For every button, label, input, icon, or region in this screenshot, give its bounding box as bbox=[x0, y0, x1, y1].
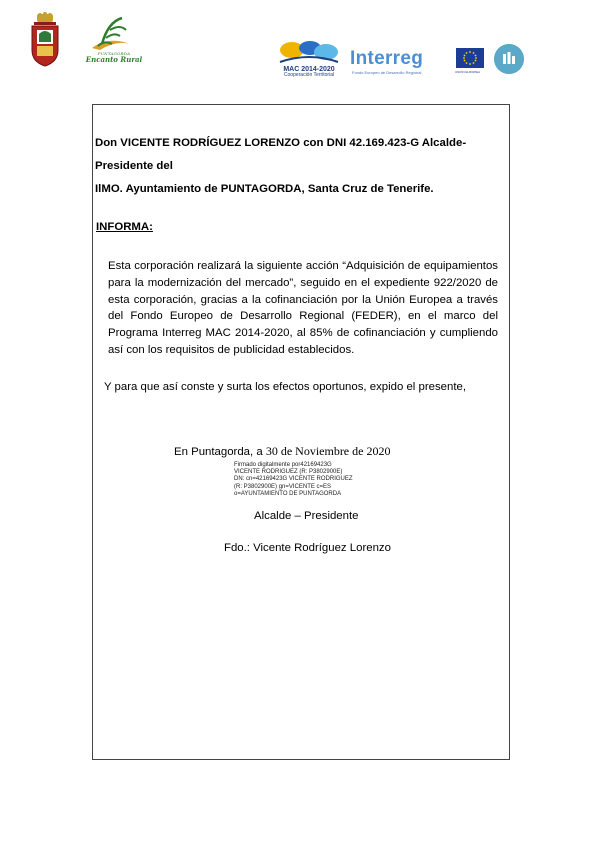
intro-paragraph bbox=[95, 132, 509, 201]
signature-line: (R: P3802900E) gn=VICENTE c=ES bbox=[234, 483, 332, 490]
signature-line: VICENTE RODRIGUEZ (R: P3802900E) bbox=[234, 469, 343, 476]
intro-line-1: Don VICENTE RODRÍGUEZ LORENZO con DNI 42.169.423-G Alcalde-Presidente del bbox=[95, 137, 467, 172]
interreg-logo: Interreg bbox=[350, 48, 424, 69]
rural-logo-big-text: Encanto Rural bbox=[85, 55, 143, 64]
date-value: 30 de Noviembre de 2020 bbox=[265, 444, 391, 458]
mac-logo-title: MAC 2014-2020 bbox=[283, 66, 335, 73]
date-place: En Puntagorda, a bbox=[174, 446, 266, 458]
date-line bbox=[174, 444, 390, 459]
rural-logo-text bbox=[84, 52, 144, 63]
signed-by: Fdo.: Vicente Rodríguez Lorenzo bbox=[224, 542, 391, 554]
mac-logo-text bbox=[272, 66, 346, 78]
closing-sentence: Y para que así conste y surta los efectos oportunos, expido el presente, bbox=[104, 381, 466, 393]
interreg-logo-subtitle: Fondo Europeo de Desarrollo Regional bbox=[352, 70, 422, 75]
body-paragraph: Esta corporación realizará la siguiente acción “Adquisición de equipamientos para la modernización del mercado”, seguido en el expediente 922/2020 de esta corporación, gracias a la cofinanciación por la Unión Europea a través del Fondo Europeo de Desarrollo Regional (FEDER), en el marco del Programa Interreg MAC 2014-2020, al 85% de cofinanciación y cumpliendo así con los requisitos de publicidad establecidos. bbox=[108, 260, 498, 356]
signature-line: DN: cn=42169423G VICENTE RODRIGUEZ bbox=[234, 476, 353, 483]
signature-line: Firmado digitalmente por42169423G bbox=[234, 462, 332, 468]
signature-line: o=AYUNTAMIENTO DE PUNTAGORDA bbox=[234, 490, 342, 497]
rural-logo-small-text: PUNTAGORDA bbox=[97, 51, 131, 56]
intro-line-2: IlMO. Ayuntamiento de PUNTAGORDA, Santa Cruz de Tenerife. bbox=[95, 183, 434, 195]
signer-role: Alcalde – Presidente bbox=[254, 510, 359, 522]
building-circle-icon bbox=[494, 44, 524, 74]
eu-flag-icon bbox=[456, 48, 484, 68]
eu-flag-caption: UNIÓN EUROPEA bbox=[455, 70, 481, 74]
coat-of-arms-logo bbox=[28, 12, 62, 68]
informa-heading: INFORMA: bbox=[96, 221, 153, 233]
digital-signature-block bbox=[234, 462, 353, 498]
mac-logo-subtitle: Cooperación Territorial bbox=[283, 72, 335, 78]
document-frame bbox=[92, 104, 510, 760]
